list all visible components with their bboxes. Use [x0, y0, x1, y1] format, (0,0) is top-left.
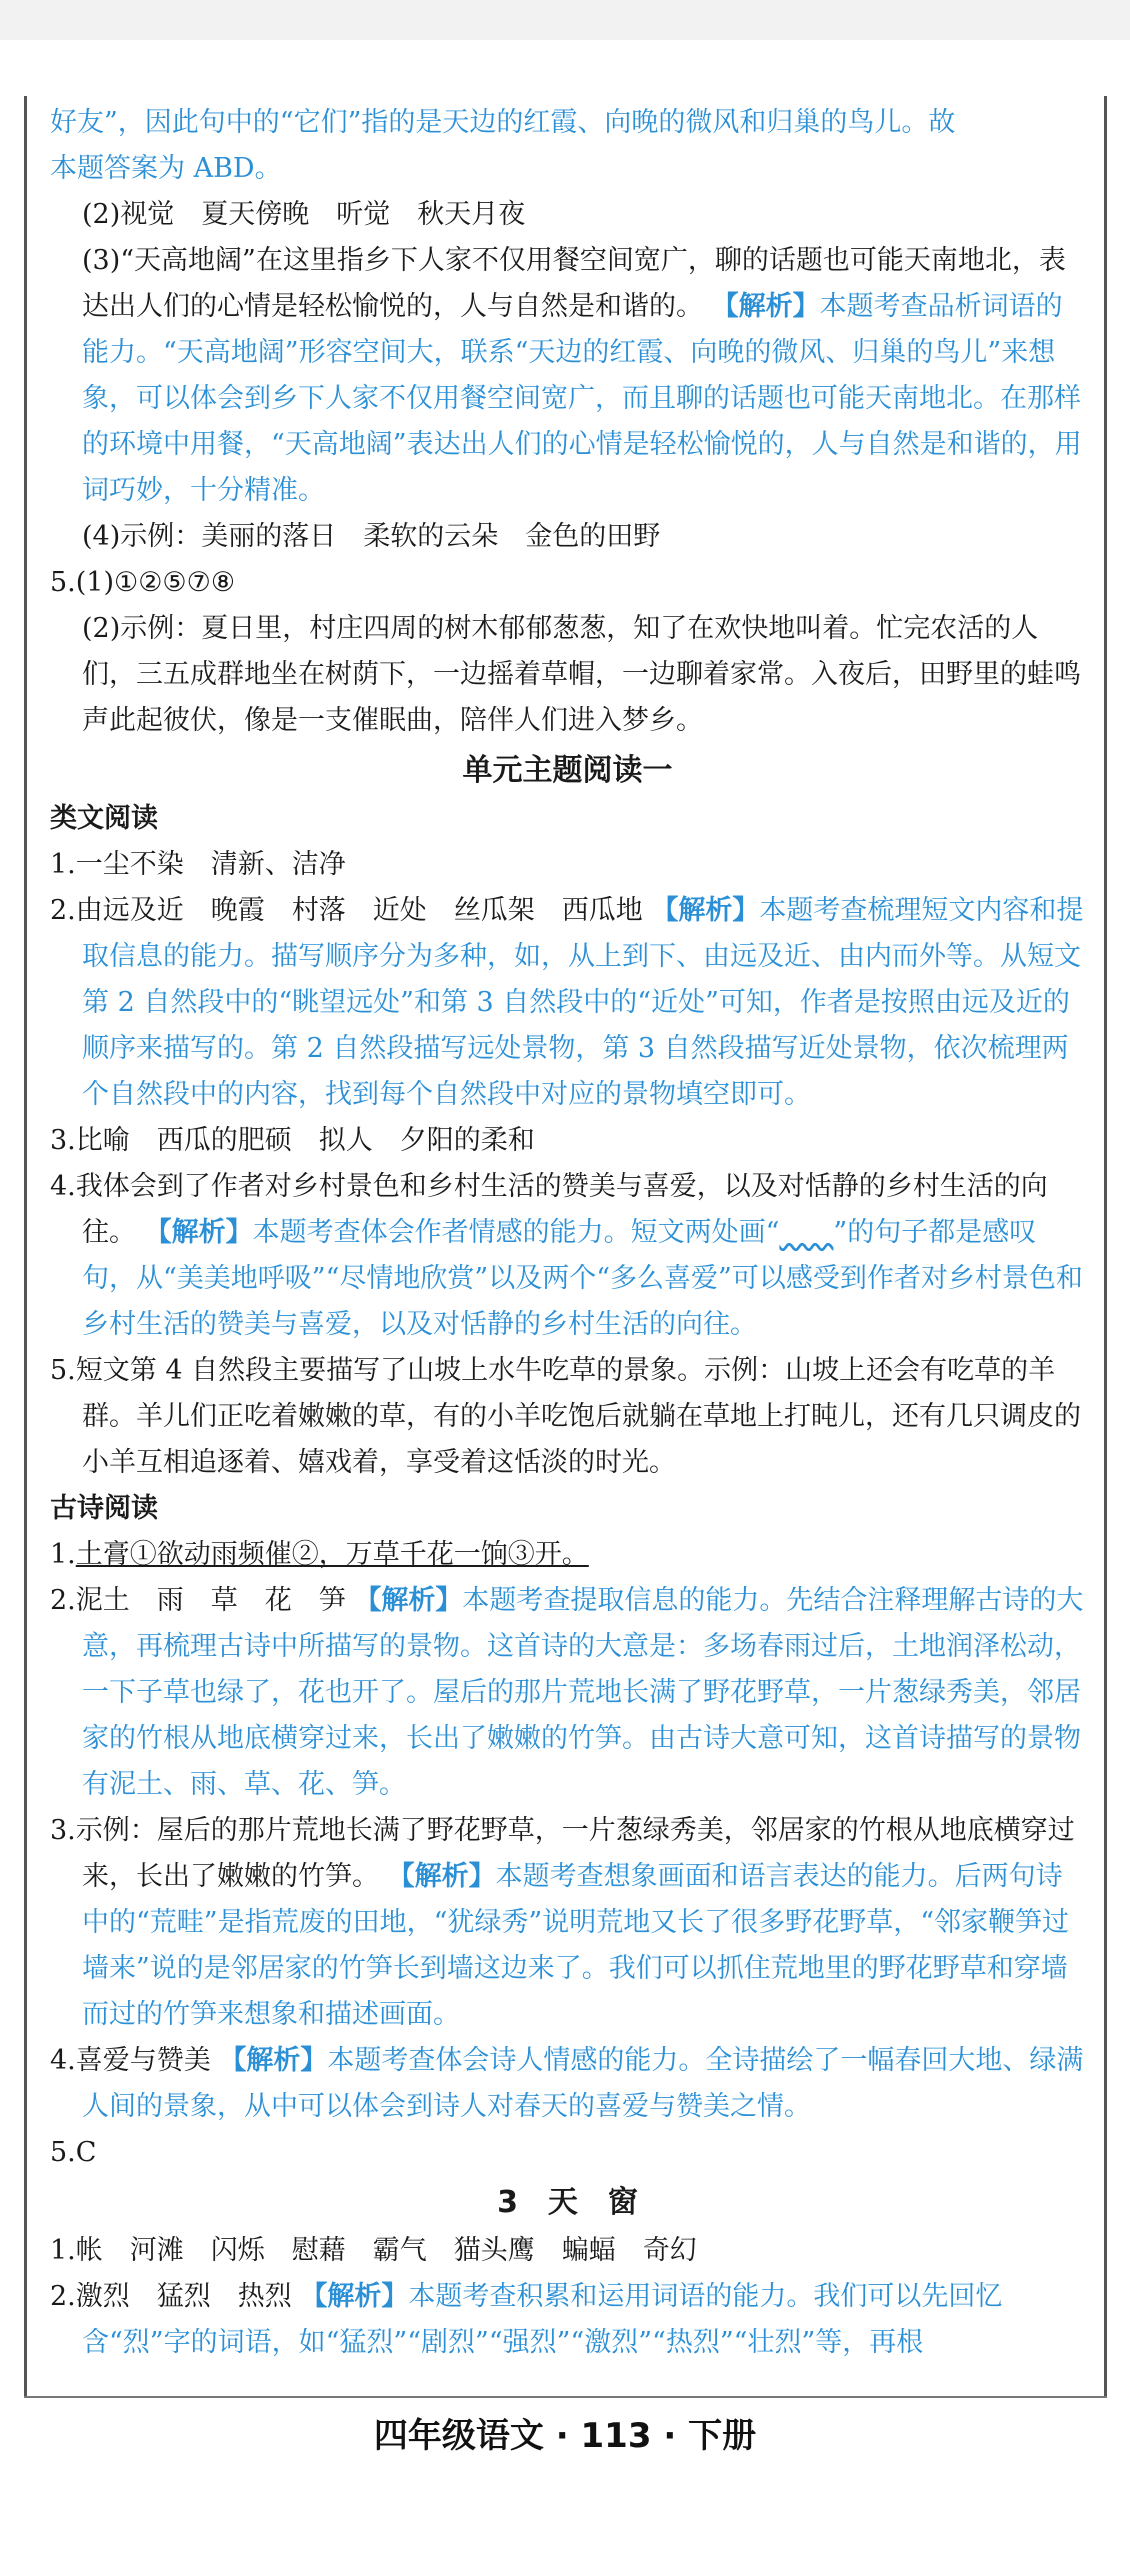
answer-text: (3)“天高地阔”在这里指乡下人家不仅用餐空间宽广，聊的话题也可能天南地北，表达出人们的心情是轻松愉悦的，人与自然是和谐的。 — [82, 245, 1066, 322]
answer-q4: (4)示例：美丽的落日 柔软的云朵 金色的田野 — [82, 521, 661, 552]
answer-b4 — [50, 2038, 1085, 2130]
answer-q2: (2)视觉 夏天傍晚 听觉 秋天月夜 — [82, 199, 526, 230]
answer-b3 — [50, 1808, 1085, 2038]
answer-b5: 5.C — [50, 2137, 97, 2168]
text-line: 本题答案为 ABD。 — [50, 153, 282, 184]
section-heading-ancient-poem: 古诗阅读 — [50, 1493, 158, 1524]
answer-q5-1: 5.(1)①②⑤⑦⑧ — [50, 567, 236, 598]
analysis-tag: 【解析】 — [354, 1585, 463, 1616]
lesson-title: 3 天 窗 — [497, 2185, 638, 2220]
analysis-text: 本题考查梳理短文内容和提取信息的能力。描写顺序分为多种，如，从上到下、由远及近、由内而外等。从短文第 2 自然段中的“眺望远处”和第 3 自然段中的“近处”可知，作者是按照由远及近的顺序来描写的。第 2 自然段描写远处景物，第 3 自然段描写近处景物，依次梳理两个自然段中的内容，找到每个自然段中对应的景物填空即可。 — [82, 895, 1084, 1110]
answer-text: 4.喜爱与赞美 — [50, 2045, 211, 2076]
continued-explanation — [50, 100, 1085, 192]
unit-title: 单元主题阅读一 — [462, 753, 673, 788]
answer-b1 — [50, 1532, 1085, 1578]
answer-q3 — [50, 238, 1085, 514]
analysis-text: 本题考查体会作者情感的能力。短文两处画“ — [252, 1217, 780, 1248]
analysis-tag: 【解析】 — [711, 291, 820, 322]
right-border-rule — [1104, 96, 1107, 2396]
left-border-rule — [24, 96, 27, 2396]
answer-text: 4.我体会到了作者对乡村景色和乡村生活的赞美与喜爱，以及对恬静的乡村生活的向往。 — [50, 1171, 1048, 1248]
answer-text: 2.由远及近 晚霞 村落 近处 丝瓜架 西瓜地 — [50, 895, 643, 926]
answer-text: 3.示例：屋后的那片荒地长满了野花野草，一片葱绿秀美，邻居家的竹根从地底横穿过来，长出了嫩嫩的竹笋。 — [50, 1815, 1075, 1892]
page-footer: 四年级语文 · 113 · 下册 — [373, 2416, 757, 2456]
answer-content — [50, 100, 1085, 2366]
footer-divider — [24, 2396, 1107, 2398]
analysis-tag: 【解析】 — [219, 2045, 328, 2076]
answer-a3: 3.比喻 西瓜的肥硕 拟人 夕阳的柔和 — [50, 1125, 535, 1156]
wavy-underline-mark — [779, 1217, 833, 1248]
item-number: 1. — [50, 1539, 76, 1570]
analysis-text: 本题考查体会诗人情感的能力。全诗描绘了一幅春回大地、绿满人间的景象，从中可以体会到诗人对春天的喜爱与赞美之情。 — [82, 2045, 1084, 2122]
underlined-poem-line: 土膏①欲动雨频催②，万草千花一饷③开。 — [75, 1539, 589, 1570]
section-heading-similar-reading: 类文阅读 — [50, 803, 158, 834]
analysis-text: ”的句子都是感叹句，从“美美地呼吸”“尽情地欣赏”以及两个“多么喜爱”可以感受到作者对乡村景色和乡村生活的赞美与喜爱，以及对恬静的乡村生活的向往。 — [82, 1217, 1083, 1340]
answer-a4 — [50, 1164, 1085, 1348]
answer-q5-2: (2)示例：夏日里，村庄四周的树木郁郁葱葱，知了在欢快地叫着。忙完农活的人们，三五成群地坐在树荫下，一边摇着草帽，一边聊着家常。入夜后，田野里的蛙鸣声此起彼伏，像是一支催眠曲，陪伴人们进入梦乡。 — [82, 613, 1081, 736]
answer-a5: 5.短文第 4 自然段主要描写了山坡上水牛吃草的景象。示例：山坡上还会有吃草的羊群。羊儿们正吃着嫩嫩的草，有的小羊吃饱后就躺在草地上打盹儿，还有几只调皮的小羊互相追逐着、嬉戏着，享受着这恬淡的时光。 — [50, 1355, 1081, 1478]
analysis-text: 本题考查提取信息的能力。先结合注释理解古诗的大意，再梳理古诗中所描写的景物。这首诗的大意是：多场春雨过后，土地润泽松动，一下子草也绿了，花也开了。屋后的那片荒地长满了野花野草，一片葱绿秀美，邻居家的竹根从地底横穿过来，长出了嫩嫩的竹笋。由古诗大意可知，这首诗描写的景物有泥土、雨、草、花、笋。 — [82, 1585, 1084, 1800]
analysis-text: 本题考查想象画面和语言表达的能力。后两句诗中的“荒畦”是指荒废的田地，“犹绿秀”说明荒地又长了很多野花野草，“邻家鞭笋过墙来”说的是邻居家的竹笋长到墙这边来了。我们可以抓住荒地里的野花野草和穿墙而过的竹笋来想象和描述画面。 — [82, 1861, 1070, 2030]
analysis-tag: 【解析】 — [300, 2281, 409, 2312]
analysis-tag: 【解析】 — [651, 895, 760, 926]
answer-a1: 1.一尘不染 清新、洁净 — [50, 849, 346, 880]
analysis-text: 本题考查积累和运用词语的能力。我们可以先回忆含“烈”字的词语，如“猛烈”“剧烈”“强烈”“激烈”“热烈”“壮烈”等，再根 — [82, 2281, 1003, 2358]
answer-text: 2.泥土 雨 草 花 笋 — [50, 1585, 346, 1616]
analysis-tag: 【解析】 — [387, 1861, 496, 1892]
answer-text: 2.激烈 猛烈 热烈 — [50, 2281, 292, 2312]
text-line: 好友”，因此句中的“它们”指的是天边的红霞、向晚的微风和归巢的鸟儿。故 — [50, 107, 956, 138]
answer-a2 — [50, 888, 1085, 1118]
answer-c1: 1.帐 河滩 闪烁 慰藉 霸气 猫头鹰 蝙蝠 奇幻 — [50, 2235, 697, 2266]
analysis-text: 本题考查品析词语的能力。“天高地阔”形容空间大，联系“天边的红霞、向晚的微风、归巢的鸟儿”来想象，可以体会到乡下人家不仅用餐空间宽广，而且聊的话题也可能天南地北。在那样的环境中用餐，“天高地阔”表达出人们的心情是轻松愉悦的，人与自然是和谐的，用词巧妙，十分精准。 — [82, 291, 1082, 506]
top-band — [0, 0, 1130, 40]
answer-c2 — [50, 2274, 1085, 2366]
answer-b2 — [50, 1578, 1085, 1808]
analysis-tag: 【解析】 — [144, 1217, 253, 1248]
